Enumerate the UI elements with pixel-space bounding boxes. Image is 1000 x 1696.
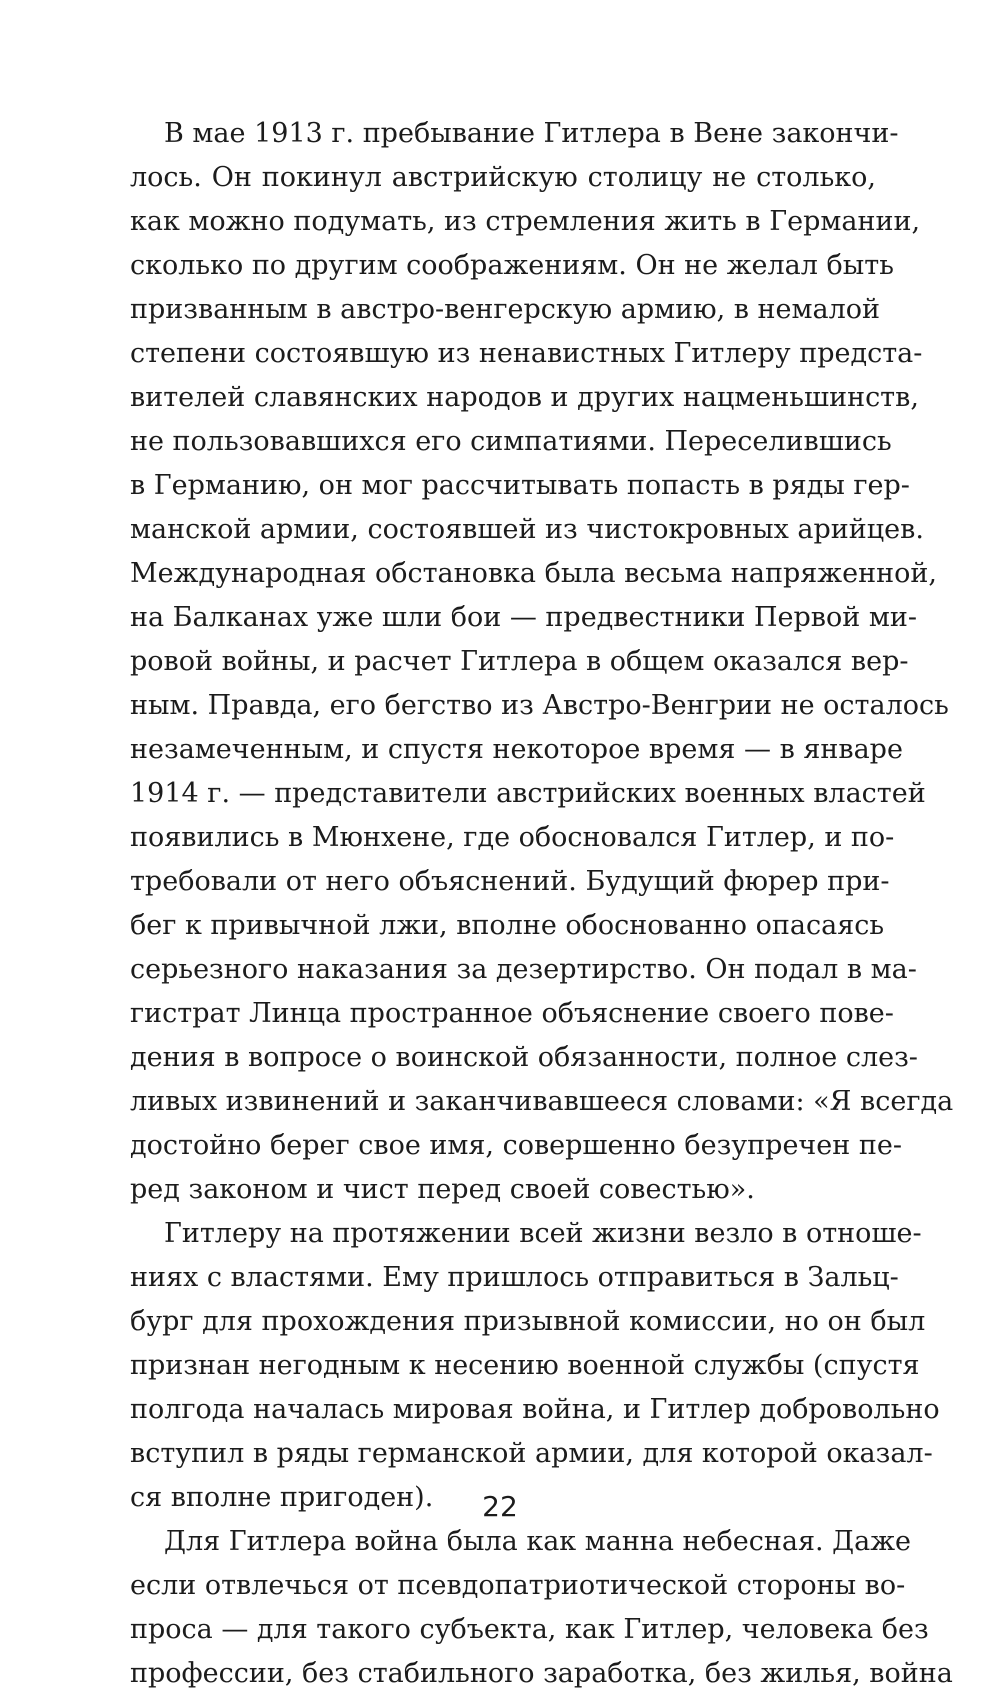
text-line: появились в Мюнхене, где обосновался Гитлер, и по-: [130, 822, 895, 853]
text-line: В мае 1913 г. пребывание Гитлера в Вене закончи-: [164, 118, 899, 149]
text-line: бург для прохождения призывной комиссии, но он был: [130, 1306, 926, 1337]
text-line: ливых извинений и заканчивавшееся словами: «Я всегда: [130, 1086, 954, 1117]
text-line: сколько по другим соображениям. Он не желал быть: [130, 250, 894, 281]
text-line: Для Гитлера война была как манна небесная. Даже: [164, 1526, 912, 1557]
text-line: гистрат Линца пространное объяснение своего пове-: [130, 998, 894, 1029]
text-line: ровой войны, и расчет Гитлера в общем оказался вер-: [130, 646, 909, 677]
text-line: профессии, без стабильного заработка, без жилья, война: [130, 1658, 953, 1689]
text-line: достойно берег свое имя, совершенно безупречен пе-: [130, 1130, 902, 1161]
text-line: ным. Правда, его бегство из Австро-Венгрии не осталось: [130, 690, 949, 721]
text-line: ред законом и чист перед своей совестью».: [130, 1174, 755, 1205]
text-line: серьезного наказания за дезертирство. Он подал в ма-: [130, 954, 917, 985]
text-line: Гитлеру на протяжении всей жизни везло в отноше-: [164, 1218, 922, 1249]
text-line: ниях с властями. Ему пришлось отправиться в Зальц-: [130, 1262, 899, 1293]
text-line: незамеченным, и спустя некоторое время — в январе: [130, 734, 903, 765]
text-line: как можно подумать, из стремления жить в Германии,: [130, 206, 921, 237]
text-line: Международная обстановка была весьма напряженной,: [130, 558, 937, 589]
text-line: полгода началась мировая война, и Гитлер добровольно: [130, 1394, 940, 1425]
text-line: если отвлечься от псевдопатриотической стороны во-: [130, 1570, 906, 1601]
text-line: манской армии, состоявшей из чистокровных арийцев.: [130, 514, 924, 545]
text-line: на Балканах уже шли бои — предвестники Первой ми-: [130, 602, 917, 633]
text-line: вступил в ряды германской армии, для которой оказал-: [130, 1438, 933, 1469]
text-line: степени состоявшую из ненавистных Гитлеру предста-: [130, 338, 923, 369]
text-line: вителей славянских народов и других нацменьшинств,: [130, 382, 919, 413]
page-number: 22: [482, 1490, 518, 1523]
text-line: ся вполне пригоден).: [130, 1482, 434, 1513]
body-text: [130, 112, 954, 1696]
text-line: 1914 г. — представители австрийских военных властей: [130, 778, 926, 809]
text-line: призванным в австро-венгерскую армию, в немалой: [130, 294, 881, 325]
text-line: лось. Он покинул австрийскую столицу не столько,: [130, 162, 876, 193]
text-line: дения в вопросе о воинской обязанности, полное слез-: [130, 1042, 918, 1073]
text-line: проса — для такого субъекта, как Гитлер, человека без: [130, 1614, 929, 1645]
text-line: бег к привычной лжи, вполне обоснованно опасаясь: [130, 910, 885, 941]
text-line: требовали от него объяснений. Будущий фюрер при-: [130, 866, 890, 897]
text-line: признан негодным к несению военной службы (спустя: [130, 1350, 920, 1381]
text-line: не пользовавшихся его симпатиями. Переселившись: [130, 426, 892, 457]
text-line: в Германию, он мог рассчитывать попасть в ряды гер-: [130, 470, 910, 501]
